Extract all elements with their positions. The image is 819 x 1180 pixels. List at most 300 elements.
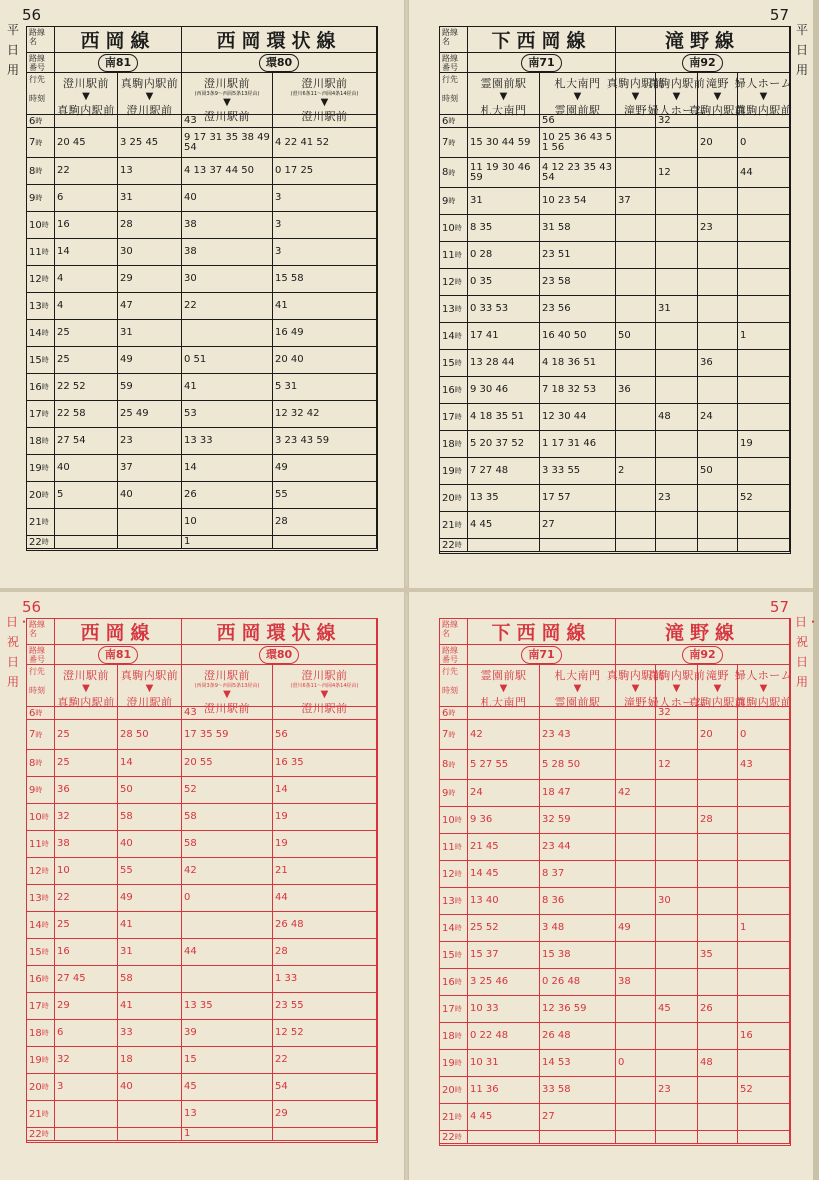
- direction-header: [118, 73, 182, 115]
- departure-minutes: [540, 707, 616, 720]
- hour-value: 12: [442, 868, 455, 880]
- hour-label: [440, 404, 468, 431]
- hour-value: 21: [29, 1108, 42, 1120]
- hour-label: [27, 1074, 55, 1101]
- departure-minutes: 22 58: [55, 401, 118, 428]
- hour-label: [27, 482, 55, 509]
- hour-label: [27, 401, 55, 428]
- departure-minutes: 44: [273, 885, 377, 912]
- time-label: 時刻: [442, 94, 458, 103]
- departure-minutes: [273, 536, 377, 549]
- departure-minutes: 2: [616, 458, 656, 485]
- departure-minutes: 37: [118, 455, 182, 482]
- hour-value: 7: [442, 729, 449, 740]
- departure-minutes: 5 20 37 52: [468, 431, 540, 458]
- departure-minutes: 12 36 59: [540, 996, 616, 1023]
- departure-minutes: 16 49: [273, 320, 377, 347]
- hour-value: 18: [442, 438, 455, 450]
- hour-label: [440, 188, 468, 215]
- departure-minutes: 26 48: [273, 912, 377, 939]
- hour-value: 9: [442, 787, 449, 799]
- hour-suffix: 時: [41, 1002, 49, 1010]
- departure-minutes: 1: [182, 1128, 273, 1141]
- destination-label: 行先: [29, 667, 45, 676]
- origin-stop: 真駒内駅前: [120, 77, 179, 90]
- hour-label: [440, 215, 468, 242]
- hour-label: [440, 807, 468, 834]
- destination-stop: 滝野: [624, 104, 647, 117]
- hour-suffix: 時: [448, 117, 456, 125]
- route-number-label: 路線番号: [440, 645, 468, 665]
- hour-suffix: 時: [448, 730, 456, 739]
- hour-suffix: 時: [35, 730, 43, 739]
- departure-minutes: [656, 323, 698, 350]
- departure-minutes: 13: [118, 158, 182, 185]
- departure-minutes: 10 31: [468, 1050, 540, 1077]
- destination-stop: 真駒内駅前: [57, 104, 115, 117]
- origin-stop: 澄川駅前: [63, 669, 109, 682]
- hour-suffix: 時: [41, 1029, 49, 1037]
- origin-stop: 澄川駅前: [63, 77, 109, 90]
- hour-value: 14: [442, 330, 455, 342]
- hour-suffix: 時: [41, 948, 49, 956]
- departure-minutes: 4: [55, 266, 118, 293]
- hour-label: [27, 128, 55, 158]
- departure-minutes: 31: [118, 939, 182, 966]
- departure-minutes: 16: [55, 939, 118, 966]
- hour-label: [27, 1020, 55, 1047]
- route-badge-cell: [468, 53, 616, 73]
- departure-minutes: [616, 539, 656, 552]
- departure-minutes: 18 47: [540, 780, 616, 807]
- hour-label: [27, 158, 55, 185]
- hour-value: 16: [29, 381, 42, 393]
- hour-value: 18: [442, 1030, 455, 1042]
- departure-minutes: 22 52: [55, 374, 118, 401]
- departure-minutes: [468, 707, 540, 720]
- origin-stop: 澄川駅前: [204, 669, 250, 682]
- hour-value: 19: [29, 1054, 42, 1066]
- hour-value: 19: [442, 1057, 455, 1069]
- departure-minutes: [656, 915, 698, 942]
- departure-minutes: 5 31: [273, 374, 377, 401]
- hour-value: 20: [29, 1081, 42, 1093]
- departure-minutes: [656, 942, 698, 969]
- departure-minutes: [118, 115, 182, 128]
- departure-minutes: 31: [118, 185, 182, 212]
- departure-minutes: [616, 242, 656, 269]
- departure-minutes: 7 18 32 53: [540, 377, 616, 404]
- departure-minutes: 25 52: [468, 915, 540, 942]
- departure-minutes: 40: [182, 185, 273, 212]
- via-note: (澄川6条11〜西岡4条14経由): [290, 91, 359, 97]
- hour-label: [440, 780, 468, 807]
- hour-label: [440, 915, 468, 942]
- departure-minutes: 0: [738, 720, 790, 750]
- hour-label: [27, 858, 55, 885]
- arrow-down-icon: ▼: [145, 91, 154, 102]
- destination-stop: 婦人ホーム: [647, 104, 706, 117]
- departure-minutes: 32: [55, 1047, 118, 1074]
- departure-minutes: 45: [656, 996, 698, 1023]
- hour-value: 20: [442, 492, 455, 504]
- hour-suffix: 時: [41, 1130, 49, 1138]
- departure-minutes: [698, 377, 738, 404]
- departure-minutes: [698, 323, 738, 350]
- departure-minutes: 19: [273, 804, 377, 831]
- hour-suffix: 時: [448, 138, 456, 147]
- departure-minutes: 53: [182, 401, 273, 428]
- departure-minutes: [656, 861, 698, 888]
- hour-label: [440, 323, 468, 350]
- hour-label: [27, 293, 55, 320]
- route-badge-cell: [55, 53, 182, 73]
- via-note: (西岡3条9〜西岡5条13経由): [194, 91, 260, 97]
- origin-stop: 滝野: [706, 669, 729, 682]
- departure-minutes: 17 41: [468, 323, 540, 350]
- timetable-grid: [440, 27, 793, 553]
- hour-value: 15: [29, 946, 42, 958]
- direction-time-label: [440, 73, 468, 115]
- departure-minutes: [656, 1023, 698, 1050]
- hour-value: 17: [29, 408, 42, 420]
- departure-minutes: [656, 377, 698, 404]
- hour-suffix: 時: [35, 786, 43, 794]
- departure-minutes: 14: [182, 455, 273, 482]
- departure-minutes: 35: [698, 942, 738, 969]
- hour-label: [27, 1047, 55, 1074]
- departure-minutes: [182, 966, 273, 993]
- departure-minutes: 25: [55, 720, 118, 750]
- departure-minutes: [616, 996, 656, 1023]
- departure-minutes: 0 51: [182, 347, 273, 374]
- hour-label: [27, 912, 55, 939]
- departure-minutes: [616, 128, 656, 158]
- destination-stop: 札大南門: [480, 104, 527, 117]
- departure-minutes: [738, 269, 790, 296]
- departure-minutes: 55: [273, 482, 377, 509]
- arrow-down-icon: ▼: [320, 97, 329, 108]
- departure-minutes: 50: [118, 777, 182, 804]
- departure-minutes: 49: [616, 915, 656, 942]
- departure-minutes: 29: [118, 266, 182, 293]
- route-name-label: 路線名: [27, 619, 55, 645]
- departure-minutes: 12 30 44: [540, 404, 616, 431]
- departure-minutes: [656, 215, 698, 242]
- departure-minutes: 56: [273, 720, 377, 750]
- hour-suffix: 時: [454, 951, 462, 959]
- origin-stop: 真駒内駅前: [120, 669, 179, 682]
- departure-minutes: [656, 1131, 698, 1144]
- departure-minutes: [738, 861, 790, 888]
- hour-label: [27, 115, 55, 128]
- timetable: [26, 26, 378, 551]
- departure-minutes: [616, 942, 656, 969]
- departure-minutes: [738, 188, 790, 215]
- departure-minutes: 38: [182, 239, 273, 266]
- hour-suffix: 時: [41, 813, 49, 821]
- destination-stop: 婦人ホーム: [647, 696, 706, 709]
- departure-minutes: 26 48: [540, 1023, 616, 1050]
- hour-value: 22: [29, 536, 42, 548]
- via-note: (西岡3条9〜西岡5条13経由): [194, 683, 260, 689]
- route-number-label: 路線番号: [27, 53, 55, 73]
- hour-value: 10: [442, 814, 455, 826]
- departure-minutes: [738, 458, 790, 485]
- departure-minutes: 3: [55, 1074, 118, 1101]
- departure-minutes: 43: [182, 115, 273, 128]
- hour-value: 7: [29, 729, 36, 740]
- departure-minutes: [656, 188, 698, 215]
- hour-label: [27, 831, 55, 858]
- hour-label: [440, 485, 468, 512]
- departure-minutes: 32: [55, 804, 118, 831]
- hour-suffix: 時: [41, 840, 49, 848]
- departure-minutes: [738, 1050, 790, 1077]
- departure-minutes: 3: [273, 239, 377, 266]
- hour-value: 13: [29, 892, 42, 904]
- hour-label: [27, 239, 55, 266]
- destination-stop: 真駒内駅前: [688, 696, 747, 709]
- departure-minutes: 50: [616, 323, 656, 350]
- departure-minutes: [55, 707, 118, 720]
- departure-minutes: 44: [738, 158, 790, 188]
- arrow-down-icon: ▼: [499, 683, 508, 694]
- hour-value: 14: [442, 922, 455, 934]
- departure-minutes: 9 36: [468, 807, 540, 834]
- departure-minutes: [616, 834, 656, 861]
- departure-minutes: 4 18 35 51: [468, 404, 540, 431]
- departure-minutes: [616, 807, 656, 834]
- hour-label: [27, 707, 55, 720]
- hour-suffix: 時: [35, 138, 43, 147]
- hour-suffix: 時: [454, 332, 462, 340]
- hour-value: 11: [442, 841, 455, 853]
- route-badge-cell: [468, 645, 616, 665]
- page-weekday-left: [0, 0, 404, 588]
- departure-minutes: 38: [55, 831, 118, 858]
- departure-minutes: 28: [698, 807, 738, 834]
- hour-value: 22: [29, 1128, 42, 1140]
- hour-label: [27, 1128, 55, 1141]
- route-number-label: 路線番号: [440, 53, 468, 73]
- route-title: 滝野線: [616, 619, 790, 645]
- direction-header: [540, 665, 616, 707]
- departure-minutes: 14: [55, 239, 118, 266]
- hour-suffix: 時: [454, 1032, 462, 1040]
- departure-minutes: 54: [273, 1074, 377, 1101]
- hour-value: 7: [29, 137, 36, 148]
- hour-label: [27, 266, 55, 293]
- destination-stop: 滝野: [624, 696, 647, 709]
- direction-header: [468, 73, 540, 115]
- origin-stop: 真駒内駅前: [647, 669, 706, 682]
- departure-minutes: 14 45: [468, 861, 540, 888]
- day-type-label: 日・祝日用: [6, 615, 31, 689]
- departure-minutes: 41: [118, 993, 182, 1020]
- departure-minutes: 23: [656, 485, 698, 512]
- departure-minutes: 0: [616, 1050, 656, 1077]
- departure-minutes: [656, 512, 698, 539]
- departure-minutes: [698, 1104, 738, 1131]
- hour-label: [440, 458, 468, 485]
- route-name-label: 路線名: [27, 27, 55, 53]
- departure-minutes: [738, 1104, 790, 1131]
- departure-minutes: 25 49: [118, 401, 182, 428]
- hour-label: [440, 539, 468, 552]
- departure-minutes: [616, 1077, 656, 1104]
- departure-minutes: 29: [55, 993, 118, 1020]
- destination-stop: 真駒内駅前: [734, 104, 793, 117]
- departure-minutes: 9 17 31 35 38 49 54: [182, 128, 273, 158]
- destination-stop: 澄川駅前: [126, 696, 173, 709]
- hour-suffix: 時: [448, 709, 456, 717]
- hour-value: 15: [442, 357, 455, 369]
- departure-minutes: [698, 888, 738, 915]
- time-label: 時刻: [442, 686, 458, 695]
- departure-minutes: 14 53: [540, 1050, 616, 1077]
- hour-suffix: 時: [454, 870, 462, 878]
- hour-label: [440, 969, 468, 996]
- departure-minutes: 30: [182, 266, 273, 293]
- hour-value: 7: [442, 137, 449, 148]
- departure-minutes: 8 37: [540, 861, 616, 888]
- departure-minutes: 10: [55, 858, 118, 885]
- route-name-label: 路線名: [440, 619, 468, 645]
- departure-minutes: 49: [273, 455, 377, 482]
- departure-minutes: 8 36: [540, 888, 616, 915]
- departure-minutes: [656, 720, 698, 750]
- departure-minutes: [616, 1131, 656, 1144]
- departure-minutes: 0 28: [468, 242, 540, 269]
- hour-suffix: 時: [41, 275, 49, 283]
- departure-minutes: 0 26 48: [540, 969, 616, 996]
- departure-minutes: [656, 350, 698, 377]
- departure-minutes: [468, 115, 540, 128]
- hour-label: [27, 804, 55, 831]
- departure-minutes: [738, 707, 790, 720]
- page-holiday-right: [409, 592, 819, 1180]
- hour-suffix: 時: [41, 1110, 49, 1118]
- hour-label: [440, 720, 468, 750]
- hour-label: [27, 993, 55, 1020]
- departure-minutes: 13 40: [468, 888, 540, 915]
- route-title: 西岡環状線: [182, 27, 377, 53]
- departure-minutes: 4 18 36 51: [540, 350, 616, 377]
- arrow-down-icon: ▼: [759, 91, 768, 102]
- hour-label: [27, 347, 55, 374]
- departure-minutes: 58: [182, 831, 273, 858]
- departure-minutes: [616, 512, 656, 539]
- timetable: [26, 618, 378, 1143]
- departure-minutes: 42: [182, 858, 273, 885]
- hour-suffix: 時: [454, 924, 462, 932]
- hour-suffix: 時: [41, 248, 49, 256]
- day-type-label: 平日用: [6, 23, 19, 77]
- direction-header: [273, 73, 377, 123]
- departure-minutes: [698, 296, 738, 323]
- arrow-down-icon: ▼: [573, 683, 582, 694]
- departure-minutes: 12 52: [273, 1020, 377, 1047]
- direction-header: [734, 73, 793, 117]
- departure-minutes: 19: [273, 831, 377, 858]
- hour-value: 20: [442, 1084, 455, 1096]
- departure-minutes: 15 30 44 59: [468, 128, 540, 158]
- departure-minutes: [698, 188, 738, 215]
- hour-suffix: 時: [35, 167, 43, 175]
- departure-minutes: 31: [118, 320, 182, 347]
- departure-minutes: 43: [182, 707, 273, 720]
- departure-minutes: 1 17 31 46: [540, 431, 616, 458]
- departure-minutes: 41: [118, 912, 182, 939]
- hour-suffix: 時: [41, 221, 49, 229]
- hour-label: [440, 296, 468, 323]
- departure-minutes: 40: [118, 831, 182, 858]
- departure-minutes: [540, 539, 616, 552]
- hour-label: [440, 115, 468, 128]
- departure-minutes: [738, 215, 790, 242]
- departure-minutes: 6: [55, 185, 118, 212]
- destination-stop: 澄川駅前: [204, 702, 250, 715]
- departure-minutes: [656, 1104, 698, 1131]
- hour-value: 14: [29, 919, 42, 931]
- departure-minutes: [273, 115, 377, 128]
- departure-minutes: 0: [182, 885, 273, 912]
- arrow-down-icon: ▼: [631, 683, 640, 694]
- hour-label: [27, 777, 55, 804]
- departure-minutes: 21: [273, 858, 377, 885]
- arrow-down-icon: ▼: [320, 689, 329, 700]
- hour-value: 14: [29, 327, 42, 339]
- destination-label: 行先: [442, 75, 458, 84]
- departure-minutes: 27 54: [55, 428, 118, 455]
- departure-minutes: 10 25 36 43 51 56: [540, 128, 616, 158]
- departure-minutes: [698, 780, 738, 807]
- departure-minutes: [616, 750, 656, 780]
- hour-suffix: 時: [454, 1086, 462, 1094]
- destination-stop: 真駒内駅前: [57, 696, 115, 709]
- hour-label: [440, 996, 468, 1023]
- hour-suffix: 時: [454, 413, 462, 421]
- destination-label: 行先: [29, 75, 45, 84]
- arrow-down-icon: ▼: [223, 689, 231, 700]
- route-badge: 南81: [98, 646, 138, 664]
- departure-minutes: [118, 707, 182, 720]
- departure-minutes: 30: [656, 888, 698, 915]
- departure-minutes: [656, 969, 698, 996]
- departure-minutes: 40: [118, 482, 182, 509]
- departure-minutes: 4 22 41 52: [273, 128, 377, 158]
- departure-minutes: [55, 1128, 118, 1141]
- hour-value: 16: [29, 973, 42, 985]
- hour-label: [440, 158, 468, 188]
- hour-value: 8: [29, 165, 36, 177]
- hour-value: 16: [442, 384, 455, 396]
- hour-suffix: 時: [448, 789, 456, 797]
- departure-minutes: 45: [182, 1074, 273, 1101]
- route-badge-cell: [182, 53, 377, 73]
- hour-suffix: 時: [41, 1056, 49, 1064]
- route-title: 西岡線: [55, 27, 182, 53]
- departure-minutes: 13 35: [468, 485, 540, 512]
- departure-minutes: 3 48: [540, 915, 616, 942]
- departure-minutes: 19: [738, 431, 790, 458]
- departure-minutes: 48: [698, 1050, 738, 1077]
- departure-minutes: 16: [55, 212, 118, 239]
- departure-minutes: [698, 1131, 738, 1144]
- destination-stop: 真駒内駅前: [734, 696, 793, 709]
- departure-minutes: 25: [55, 912, 118, 939]
